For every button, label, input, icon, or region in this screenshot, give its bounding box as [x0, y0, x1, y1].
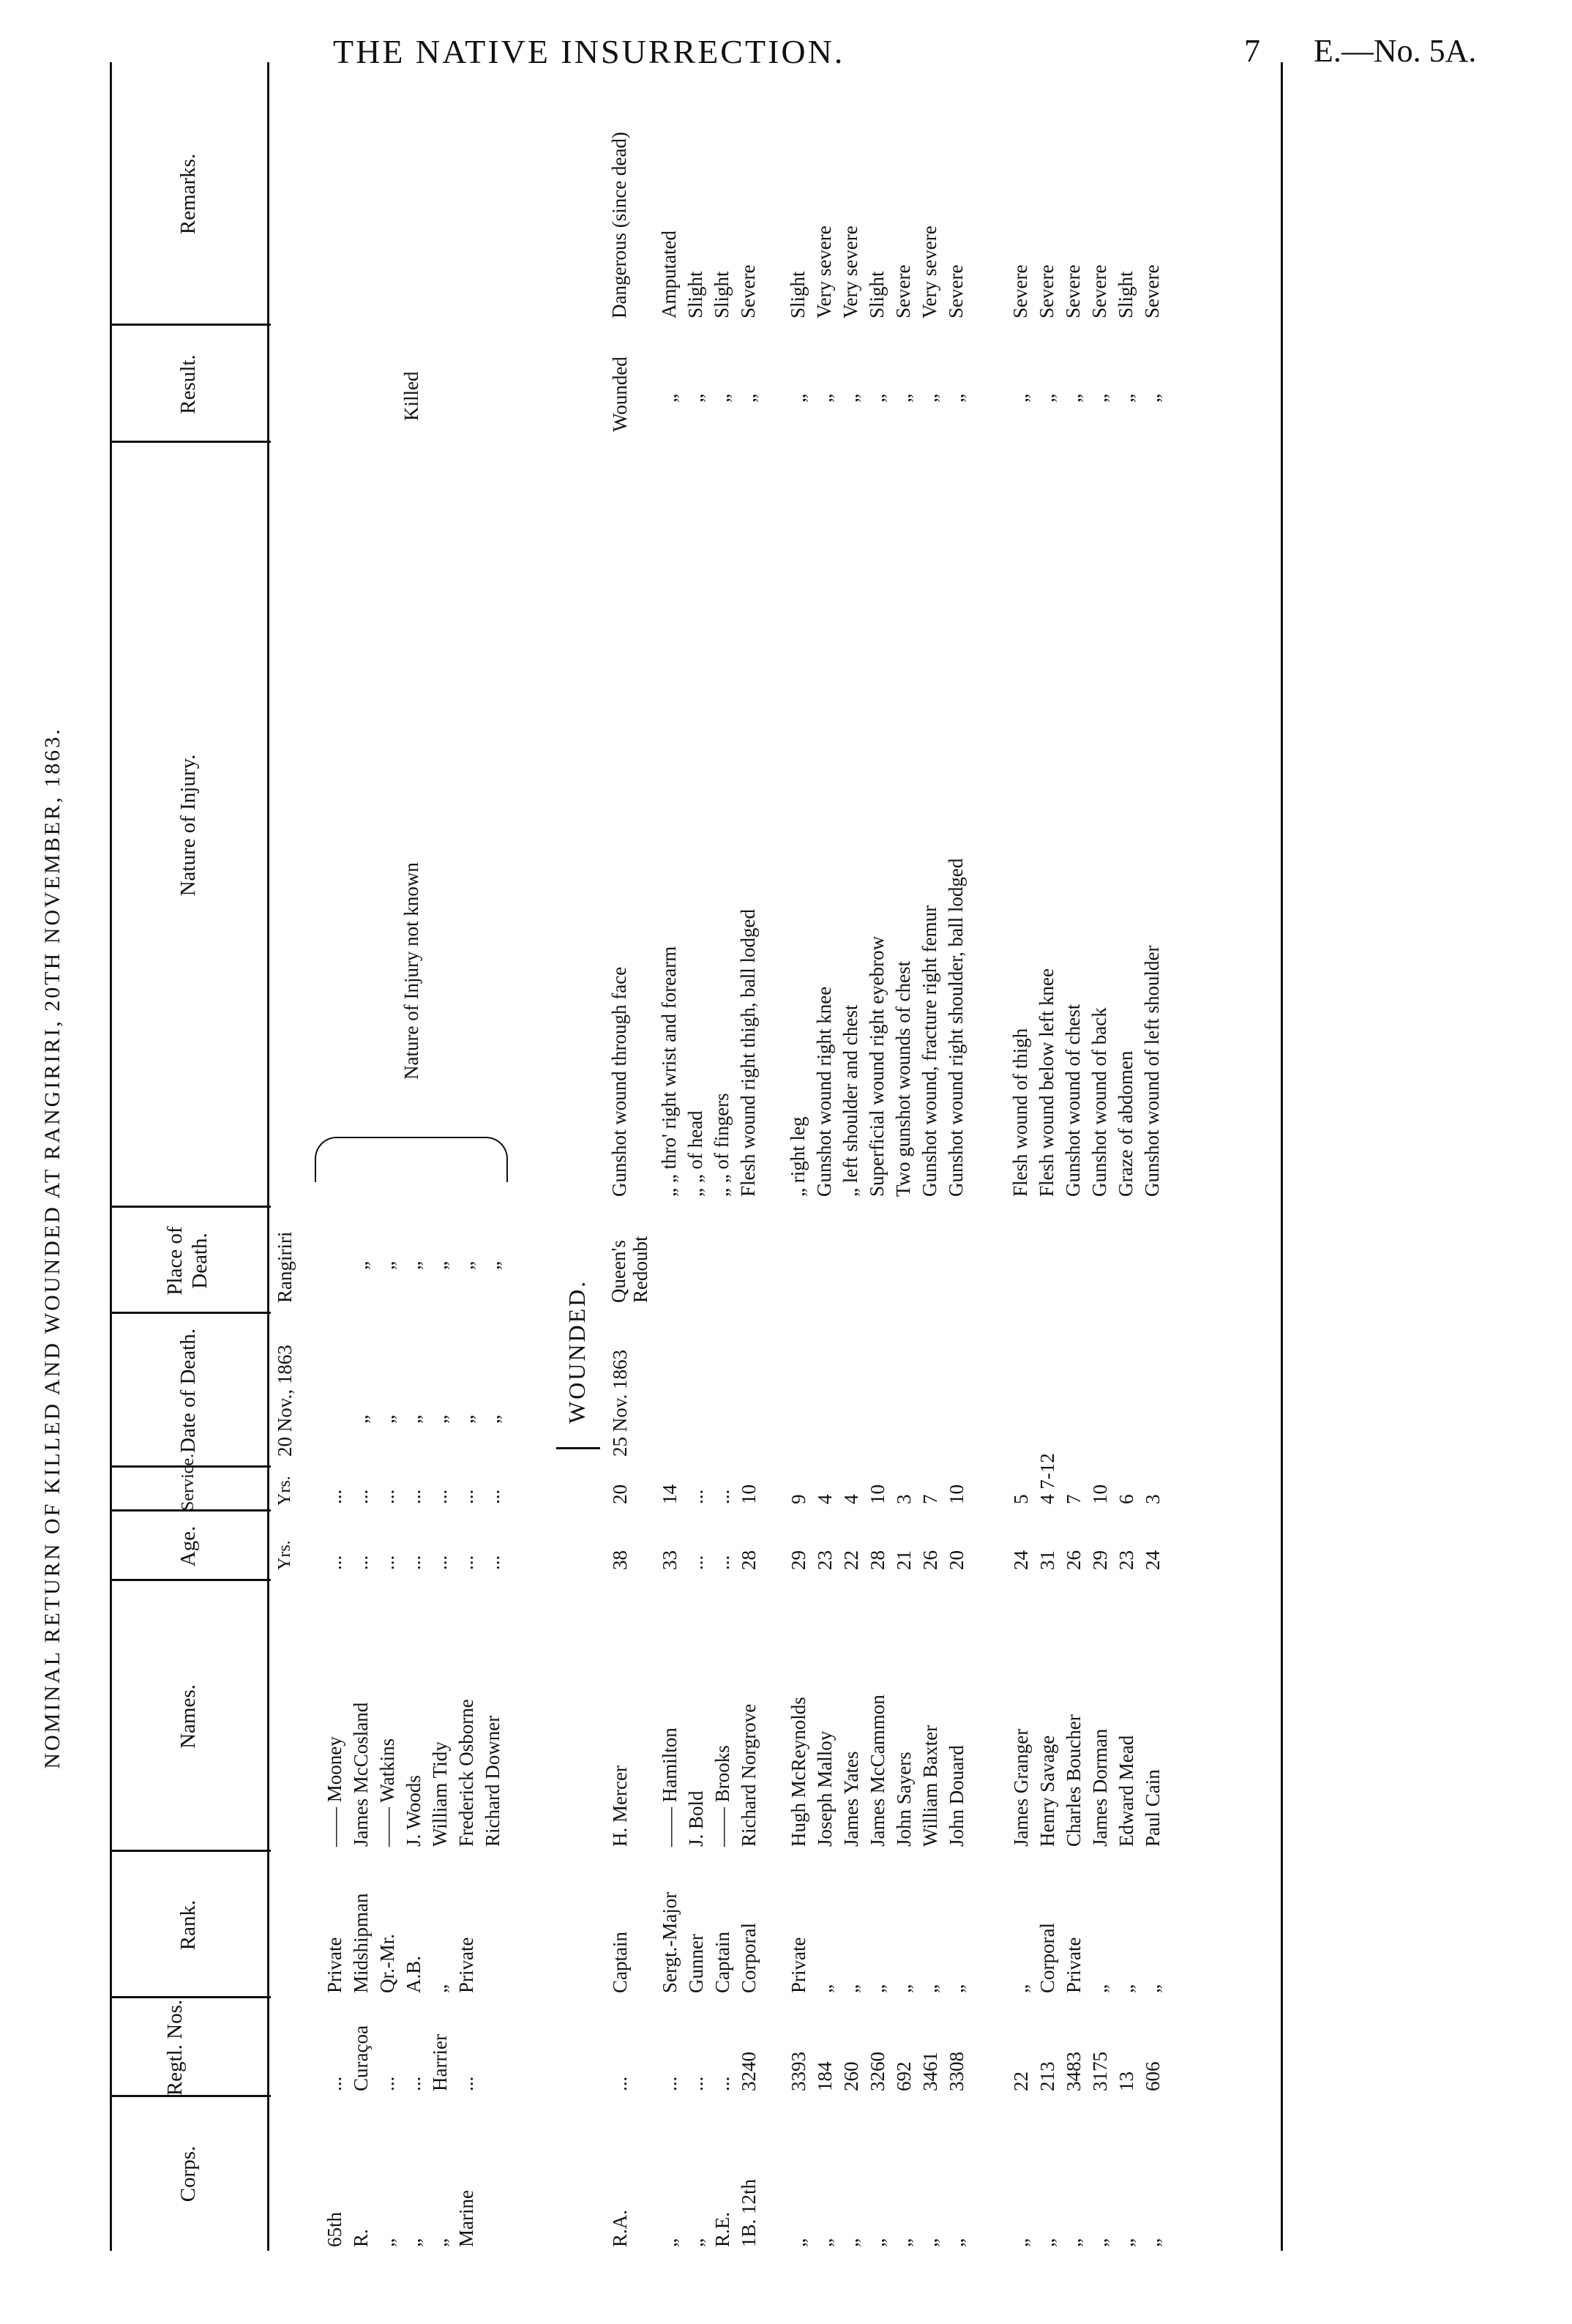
- cell-corps: 1B. 12th: [738, 2178, 760, 2247]
- cell-name: J. Woods: [403, 1775, 424, 1847]
- cell-service: 3: [893, 1494, 915, 1504]
- cell-injury: „ right leg: [787, 1116, 809, 1197]
- cell-corps: „: [919, 2238, 941, 2247]
- cell-corps: „: [403, 2238, 424, 2247]
- cell-injury: Superficial wound right eyebrow: [866, 935, 888, 1197]
- cell-service: 7: [919, 1494, 941, 1504]
- cell-age: 26: [1063, 1550, 1085, 1570]
- table-top-rule: [110, 62, 112, 2251]
- cell-injury: Flesh wound below left knee: [1036, 968, 1058, 1197]
- cell-name: Paul Cain: [1142, 1769, 1164, 1847]
- header-place-of-death: Place of Death.: [163, 1226, 212, 1296]
- killed-injury: Nature of Injury not known: [400, 862, 422, 1080]
- cell-regtl: ...: [323, 2076, 345, 2091]
- cell-corps: „: [867, 2238, 888, 2247]
- cell-rank: „: [1115, 1984, 1137, 1993]
- cell-result: Wounded: [609, 356, 631, 432]
- cell-age: ...: [455, 1555, 477, 1570]
- cell-regtl: 3393: [787, 2052, 809, 2091]
- cell-regtl: ...: [376, 2076, 398, 2091]
- cell-result: „: [893, 394, 915, 403]
- cell-service: 6: [1115, 1494, 1137, 1504]
- cell-result: „: [738, 394, 760, 403]
- cell-corps: R.E.: [711, 2211, 733, 2247]
- cell-service: ...: [376, 1489, 398, 1504]
- cell-rank: Captain: [609, 1932, 631, 1993]
- cell-result: „: [867, 394, 888, 403]
- page-number: 7: [1244, 33, 1260, 69]
- cell-rank: „: [814, 1984, 836, 1993]
- cell-service: 4 7-12: [1036, 1453, 1058, 1504]
- cell-injury: „ „ of fingers: [711, 1093, 733, 1197]
- cell-rank: „: [1010, 1984, 1032, 1993]
- cell-service: ...: [685, 1489, 707, 1504]
- cell-name: Richard Downer: [482, 1715, 504, 1847]
- cell-corps: „: [814, 2238, 836, 2247]
- cell-corps: „: [893, 2238, 915, 2247]
- cell-name: —— Brooks: [711, 1745, 733, 1847]
- cell-remarks: Dangerous (since dead): [608, 132, 630, 318]
- header-nature-of-injury: Nature of Injury.: [176, 754, 200, 897]
- cell-service: 10: [946, 1484, 967, 1504]
- cell-service: 4: [840, 1494, 862, 1504]
- cell-remarks: Slight: [866, 271, 888, 318]
- cell-remarks: Slight: [1115, 271, 1137, 318]
- cell-age: 33: [659, 1550, 681, 1570]
- cell-name: Frederick Osborne: [455, 1699, 477, 1847]
- cell-name: J. Bold: [685, 1790, 707, 1847]
- cell-place: „: [429, 1261, 451, 1270]
- cell-service: ...: [455, 1489, 477, 1504]
- cell-regtl: 3260: [867, 2052, 888, 2091]
- cell-regtl: Curaçoa: [350, 2025, 372, 2091]
- cell-remarks: Severe: [1141, 264, 1163, 318]
- cell-service: 3: [1142, 1494, 1164, 1504]
- cell-service: 9: [787, 1494, 809, 1504]
- cell-injury: Gunshot wound of chest: [1062, 1004, 1084, 1197]
- cell-remarks: Severe: [1088, 264, 1110, 318]
- cell-remarks: Very severe: [813, 225, 835, 318]
- cell-corps: 65th: [323, 2211, 345, 2247]
- cell-age: ...: [376, 1555, 398, 1570]
- cell-name: H. Mercer: [609, 1766, 631, 1847]
- cell-service: ...: [350, 1489, 372, 1504]
- cell-age: 28: [867, 1550, 888, 1570]
- cell-remarks: Very severe: [839, 225, 861, 318]
- cell-rank: Qr.-Mr.: [376, 1934, 398, 1993]
- cell-corps: „: [659, 2238, 681, 2247]
- cell-regtl: 3175: [1089, 2052, 1111, 2091]
- cell-name: Henry Savage: [1036, 1735, 1058, 1847]
- cell-corps: „: [1142, 2238, 1164, 2247]
- cell-place: „: [350, 1261, 372, 1270]
- cell-service: ...: [429, 1489, 451, 1504]
- cell-rank: Private: [787, 1937, 809, 1993]
- cell-rank: Gunner: [685, 1934, 707, 1993]
- header-corps: Corps.: [176, 2145, 200, 2202]
- header-service: Service.: [179, 1454, 198, 1511]
- killed-date: 20 Nov., 1863: [274, 1345, 296, 1457]
- cell-regtl: 3240: [738, 2052, 760, 2091]
- cell-result: „: [659, 394, 681, 403]
- cell-service: 5: [1010, 1494, 1032, 1504]
- cell-result: „: [685, 394, 707, 403]
- cell-name: William Baxter: [919, 1725, 941, 1847]
- cell-service: 7: [1063, 1494, 1085, 1504]
- cell-result: „: [840, 394, 862, 403]
- cell-age: ...: [711, 1555, 733, 1570]
- cell-corps: „: [1089, 2238, 1111, 2247]
- cell-corps: R.A.: [609, 2209, 631, 2247]
- cell-age: ...: [685, 1555, 707, 1570]
- cell-regtl: 3461: [919, 2052, 941, 2091]
- killed-result: Killed: [400, 371, 422, 421]
- cell-injury: Gunshot wound of back: [1088, 1007, 1110, 1197]
- cell-result: „: [1036, 394, 1058, 403]
- cell-rank: Private: [323, 1937, 345, 1993]
- cell-name: Edward Mead: [1115, 1735, 1137, 1847]
- cell-result: „: [814, 394, 836, 403]
- cell-rank: „: [1089, 1984, 1111, 1993]
- cell-result: „: [1089, 394, 1111, 403]
- cell-age: ...: [323, 1555, 345, 1570]
- cell-corps: „: [1115, 2238, 1137, 2247]
- cell-rank: Midshipman: [350, 1893, 372, 1993]
- cell-service: 10: [1089, 1484, 1111, 1504]
- cell-corps: „: [685, 2238, 707, 2247]
- cell-age: ...: [429, 1555, 451, 1570]
- header-date-of-death: Date of Death.: [176, 1329, 200, 1453]
- cell-corps: „: [840, 2238, 862, 2247]
- cell-age: 29: [1089, 1550, 1111, 1570]
- cell-injury: Gunshot wound, fracture right femur: [918, 905, 940, 1197]
- cell-age: 22: [840, 1550, 862, 1570]
- cell-date: „: [376, 1415, 398, 1424]
- cell-age: 31: [1036, 1550, 1058, 1570]
- header-age: Age.: [176, 1525, 200, 1567]
- cell-remarks: Amputated: [658, 231, 680, 318]
- cell-rank: Captain: [711, 1932, 733, 1993]
- cell-injury: Gunshot wound through face: [608, 966, 630, 1197]
- cell-rank: Sergt.-Major: [659, 1891, 681, 1993]
- page-title: THE NATIVE INSURRECTION.: [333, 33, 845, 70]
- cell-remarks: Slight: [684, 271, 706, 318]
- cell-regtl: 3483: [1063, 2052, 1085, 2091]
- cell-remarks: Severe: [1062, 264, 1084, 318]
- cell-name: James McCosland: [350, 1702, 372, 1847]
- header-names: Names.: [176, 1684, 200, 1749]
- cell-rank: Corporal: [738, 1923, 760, 1993]
- cell-regtl: ...: [711, 2076, 733, 2091]
- cell-remarks: Severe: [945, 264, 967, 318]
- cell-corps: „: [946, 2238, 967, 2247]
- cell-remarks: Slight: [787, 271, 809, 318]
- cell-rank: „: [867, 1984, 888, 1993]
- wounded-section-title: WOUNDED.: [564, 1279, 590, 1424]
- header-remarks: Remarks.: [176, 153, 200, 235]
- cell-age: ...: [403, 1555, 424, 1570]
- cell-service: 20: [609, 1484, 631, 1504]
- cell-rank: „: [919, 1984, 941, 1993]
- cell-result: „: [1142, 394, 1164, 403]
- header-bottom-rule: [267, 62, 269, 2251]
- cell-service: 10: [738, 1484, 760, 1504]
- cell-remarks: Severe: [1036, 264, 1058, 318]
- cell-regtl: ...: [455, 2076, 477, 2091]
- cell-name: —— Watkins: [376, 1738, 398, 1847]
- cell-injury: Graze of abdomen: [1115, 1050, 1137, 1197]
- cell-age: ...: [482, 1555, 504, 1570]
- cell-regtl: 3308: [946, 2052, 967, 2091]
- cell-corps: „: [1036, 2238, 1058, 2247]
- cell-date: „: [429, 1415, 451, 1424]
- cell-result: „: [1115, 394, 1137, 403]
- cell-age: 38: [609, 1550, 631, 1570]
- cell-age: ...: [350, 1555, 372, 1570]
- cell-rank: Private: [1063, 1937, 1085, 1993]
- cell-corps: R.: [350, 2229, 372, 2247]
- cell-corps: „: [429, 2238, 451, 2247]
- cell-result: „: [711, 394, 733, 403]
- cell-regtl: 213: [1036, 2061, 1058, 2091]
- cell-remarks: Slight: [711, 271, 733, 318]
- cell-rank: „: [840, 1984, 862, 1993]
- injury-brace: [315, 1137, 508, 1182]
- unit-service: Yrs.: [275, 1476, 294, 1506]
- cell-age: 26: [919, 1550, 941, 1570]
- cell-regtl: ...: [609, 2076, 631, 2091]
- cell-name: John Douard: [946, 1745, 967, 1847]
- cell-name: James Yates: [840, 1751, 862, 1847]
- cell-age: 23: [814, 1550, 836, 1570]
- cell-name: William Tidy: [429, 1741, 451, 1847]
- cell-name: —— Hamilton: [659, 1727, 681, 1847]
- cell-name: James Dorman: [1089, 1728, 1111, 1847]
- cell-place: „: [482, 1261, 504, 1270]
- cell-name: Richard Norgrove: [738, 1703, 760, 1847]
- cell-age: 23: [1115, 1550, 1137, 1570]
- cell-corps: „: [376, 2238, 398, 2247]
- cell-regtl: 606: [1142, 2061, 1164, 2091]
- cell-injury: „ „ of head: [684, 1110, 706, 1197]
- header-result: Result.: [176, 354, 200, 414]
- cell-service: 14: [659, 1484, 681, 1504]
- cell-service: 4: [814, 1494, 836, 1504]
- cell-date: „: [350, 1415, 372, 1424]
- header-rank: Rank.: [176, 1899, 200, 1951]
- header-regtl-nos: Regtl. Nos.: [163, 1999, 187, 2096]
- cell-regtl: Harrier: [429, 2034, 451, 2091]
- cell-injury: Flesh wound right thigh, ball lodged: [737, 909, 759, 1197]
- cell-remarks: Severe: [737, 264, 759, 318]
- wounded-date: 25 Nov. 1863: [609, 1350, 631, 1457]
- cell-result: „: [1063, 394, 1085, 403]
- document-reference: E.—No. 5A.: [1314, 33, 1477, 69]
- cell-rank: Private: [455, 1937, 477, 1993]
- cell-name: Charles Boucher: [1063, 1714, 1085, 1847]
- cell-rank: „: [429, 1984, 451, 1993]
- wounded-place: Queen's Redoubt: [607, 1236, 651, 1303]
- cell-corps: „: [787, 2238, 809, 2247]
- cell-rank: Corporal: [1036, 1923, 1058, 1993]
- cell-place: „: [455, 1261, 477, 1270]
- cell-regtl: ...: [685, 2076, 707, 2091]
- cell-rank: „: [893, 1984, 915, 1993]
- cell-service: ...: [403, 1489, 424, 1504]
- cell-regtl: 260: [840, 2061, 862, 2091]
- cell-age: 24: [1142, 1550, 1164, 1570]
- unit-age: Yrs.: [275, 1540, 294, 1570]
- cell-corps: „: [1063, 2238, 1085, 2247]
- table-bottom-rule: [1281, 62, 1283, 2251]
- cell-name: John Sayers: [893, 1752, 915, 1847]
- cell-result: „: [787, 394, 809, 403]
- cell-regtl: 13: [1115, 2071, 1137, 2091]
- table-title: NOMINAL RETURN OF KILLED AND WOUNDED AT RANGIRIRI, 20TH NOVEMBER, 1863.: [40, 727, 64, 1769]
- cell-corps: „: [1010, 2238, 1032, 2247]
- cell-age: 24: [1010, 1550, 1032, 1570]
- cell-result: „: [946, 394, 967, 403]
- cell-service: ...: [323, 1489, 345, 1504]
- cell-result: „: [1010, 394, 1032, 403]
- cell-regtl: ...: [659, 2076, 681, 2091]
- cell-name: Joseph Malloy: [814, 1730, 836, 1847]
- cell-date: „: [403, 1415, 424, 1424]
- cell-place: „: [403, 1261, 424, 1270]
- cell-name: —— Mooney: [323, 1736, 345, 1847]
- cell-age: 29: [787, 1550, 809, 1570]
- cell-date: „: [455, 1415, 477, 1424]
- cell-regtl: 692: [893, 2061, 915, 2091]
- cell-name: James McCammon: [867, 1695, 888, 1847]
- cell-name: James Granger: [1010, 1728, 1032, 1847]
- cell-age: 21: [893, 1550, 915, 1570]
- cell-injury: Two gunshot wounds of chest: [892, 960, 914, 1197]
- cell-service: ...: [482, 1489, 504, 1504]
- killed-place: Rangiriri: [274, 1231, 296, 1303]
- cell-result: „: [919, 394, 941, 403]
- cell-injury: Gunshot wound of left shoulder: [1141, 945, 1163, 1197]
- cell-injury: Flesh wound of thigh: [1009, 1028, 1031, 1197]
- section-divider: [556, 1447, 600, 1449]
- cell-service: 10: [867, 1484, 888, 1504]
- cell-remarks: Very severe: [918, 225, 940, 318]
- cell-age: 28: [738, 1550, 760, 1570]
- cell-injury: „ left shoulder and chest: [839, 1004, 861, 1197]
- cell-name: Hugh McReynolds: [787, 1697, 809, 1847]
- cell-injury: Gunshot wound right knee: [813, 986, 835, 1197]
- cell-rank: „: [946, 1984, 967, 1993]
- cell-regtl: 184: [814, 2061, 836, 2091]
- cell-date: „: [482, 1415, 504, 1424]
- cell-injury: „ „ thro' right wrist and forearm: [658, 946, 680, 1197]
- cell-service: ...: [711, 1489, 733, 1504]
- cell-age: 20: [946, 1550, 967, 1570]
- cell-place: „: [376, 1261, 398, 1270]
- cell-corps: Marine: [455, 2190, 477, 2247]
- cell-rank: A.B.: [403, 1955, 424, 1993]
- cell-remarks: Severe: [892, 264, 914, 318]
- cell-injury: Gunshot wound right shoulder, ball lodged: [945, 858, 967, 1197]
- cell-remarks: Severe: [1009, 264, 1031, 318]
- cell-rank: „: [1142, 1984, 1164, 1993]
- cell-regtl: ...: [403, 2076, 424, 2091]
- cell-regtl: 22: [1010, 2071, 1032, 2091]
